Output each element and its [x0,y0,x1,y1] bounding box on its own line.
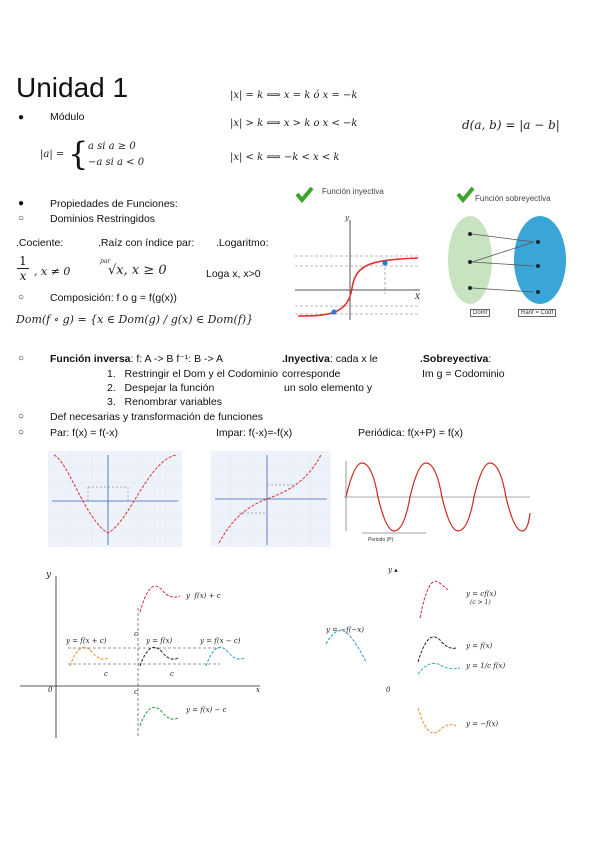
brace-icon: { [68,135,89,173]
circle-bullet-icon: ○ [18,427,25,438]
modulo-eq2: |x| > k ⟺ x > k o x < −k [230,118,358,129]
check-icon [297,188,312,200]
circle-bullet-icon: ○ [18,353,25,364]
inversa-title: Función inversa [50,353,131,365]
par-label: Par: f(x) = f(-x) [50,427,118,439]
r-l4: y = 1/c f(x) [466,662,506,670]
r-l3: y = f(x) [466,642,493,650]
inversa-step-3: 3. Renombrar variables [107,396,222,408]
sobreyectiva-figure [446,184,570,324]
inyectiva-def-text: : cada x le [329,353,378,365]
t-l2: y = f(x + c) [66,637,107,645]
t-y: y [46,570,52,580]
inversa-rest: : f: A -> B f⁻¹: B -> A [130,353,224,365]
distance-formula: d(a, b) = |a − b| [462,118,560,132]
log-expr: Loga x, x>0 [206,268,261,280]
inyectiva-def-2: corresponde [282,368,341,380]
r-l1: y = −f(−x) [326,626,365,634]
stretch-curve [420,581,448,618]
circle-bullet-icon: ○ [18,411,25,422]
t-l1: y f(x) + c [186,592,221,600]
t-l4: y = f(x − c) [200,637,241,645]
defs-item: Def necesarias y transformación de funciones [50,411,264,423]
check-icon [458,188,473,200]
t-c4: c [170,670,174,678]
inyectiva-figure [290,184,438,324]
ran-label: Ranf = Codf [518,309,556,317]
t-c3: c [104,670,108,678]
propiedades-item: Propiedades de Funciones: [50,198,178,210]
transformaciones-graph [20,566,270,742]
t-l5: y = f(x) − c [186,706,227,714]
bullet-icon: ● [18,112,25,123]
par-graph [48,451,182,547]
impar-graph [211,451,331,547]
inyectiva-def-title: .Inyectiva [282,353,330,365]
r-l2: y = cf(x) [466,590,497,598]
inversa-step-2: 2. Despejar la función [107,382,215,394]
raiz-expr: √x, x ≥ 0 [108,263,167,278]
sobreyectiva-def-colon: : [488,353,492,365]
step-text: Renombrar variables [124,396,222,408]
cociente-label: .Cociente: [16,237,64,249]
periodica-label: Periódica: f(x+P) = f(x) [358,427,464,439]
dominios-item: Dominios Restringidos [50,213,156,225]
t-l3: y = f(x) [146,637,173,645]
step-text: Despejar la función [124,382,215,394]
reflect-xy-curve [326,631,366,662]
circle-bullet-icon: ○ [18,292,25,303]
modulo-def-row2: −a si a < 0 [88,157,145,168]
inyectiva-title: Función inyectiva [322,187,384,196]
t-c2: c [134,688,138,696]
range-set [514,216,566,304]
inyectiva-def-3: un solo elemento y [284,382,373,394]
cociente-cond: , x ≠ 0 [34,265,71,278]
t-l1-text: f(x) + c [194,592,221,600]
sobreyectiva-def-2: Im g = Codominio [422,368,505,380]
base-curve [418,637,456,662]
shift-left-curve [70,647,108,666]
sobreyectiva-def-title: .Sobreyectiva [420,353,489,365]
modulo-label: Módulo [50,111,85,123]
base-curve [140,647,178,666]
reflexiones-graph [320,566,530,742]
raiz-label: .Raíz con índice par: [98,237,195,249]
inversa-step-1: 1. Restringir el Dom y el Codominio [107,368,278,380]
modulo-eq1: |x| = k ⟺ x = k ó x = −k [230,90,358,101]
modulo-def-row1: a si a ≥ 0 [88,141,136,152]
sobreyectiva-title: Función sobreyectiva [475,194,551,203]
shift-down-curve [140,707,178,726]
t-o: 0 [48,686,53,694]
modulo-eq3: |x| < k ⟺ −k < x < k [230,152,340,163]
compress-curve [418,663,460,674]
logaritmo-label: .Logaritmo: [216,237,269,249]
cociente-num: 1 [17,254,29,269]
inversa-line [50,353,223,365]
shift-up-curve [140,586,180,612]
r-y: y ▴ [388,566,398,574]
reflect-x-curve [418,708,456,733]
period-label: Periodo (P) [368,537,394,543]
cociente-fraction [17,254,29,283]
impar-label: Impar: f(-x)=-f(x) [216,427,293,439]
composicion-item: Composición: f o g = f(g(x)) [50,292,177,304]
page-title: Unidad 1 [16,72,129,103]
axis-x-label: X [415,293,420,301]
sobreyectiva-def [420,353,491,365]
step-text: Restringir el Dom y el Codominio [124,368,278,380]
inyectiva-def [282,353,378,365]
bullet-icon: ● [18,198,25,209]
shift-right-curve [206,647,244,666]
r-l5: y = −f(x) [466,720,499,728]
modulo-def-lhs: |a| = [40,149,65,160]
cociente-den: x [19,269,27,283]
t-x: x [256,686,260,694]
dom-composicion-formula: Dom(f ∘ g) = {x ∈ Dom(g) / g(x) ∈ Dom(f)} [16,313,254,326]
r-l2b: (c > 1) [470,599,491,606]
raiz-index: par [100,258,111,265]
dom-label: Domf [470,309,490,317]
axis-y-label: y [345,214,349,222]
r-o: 0 [386,686,391,694]
t-c1: c [134,630,138,638]
circle-bullet-icon: ○ [18,213,25,224]
